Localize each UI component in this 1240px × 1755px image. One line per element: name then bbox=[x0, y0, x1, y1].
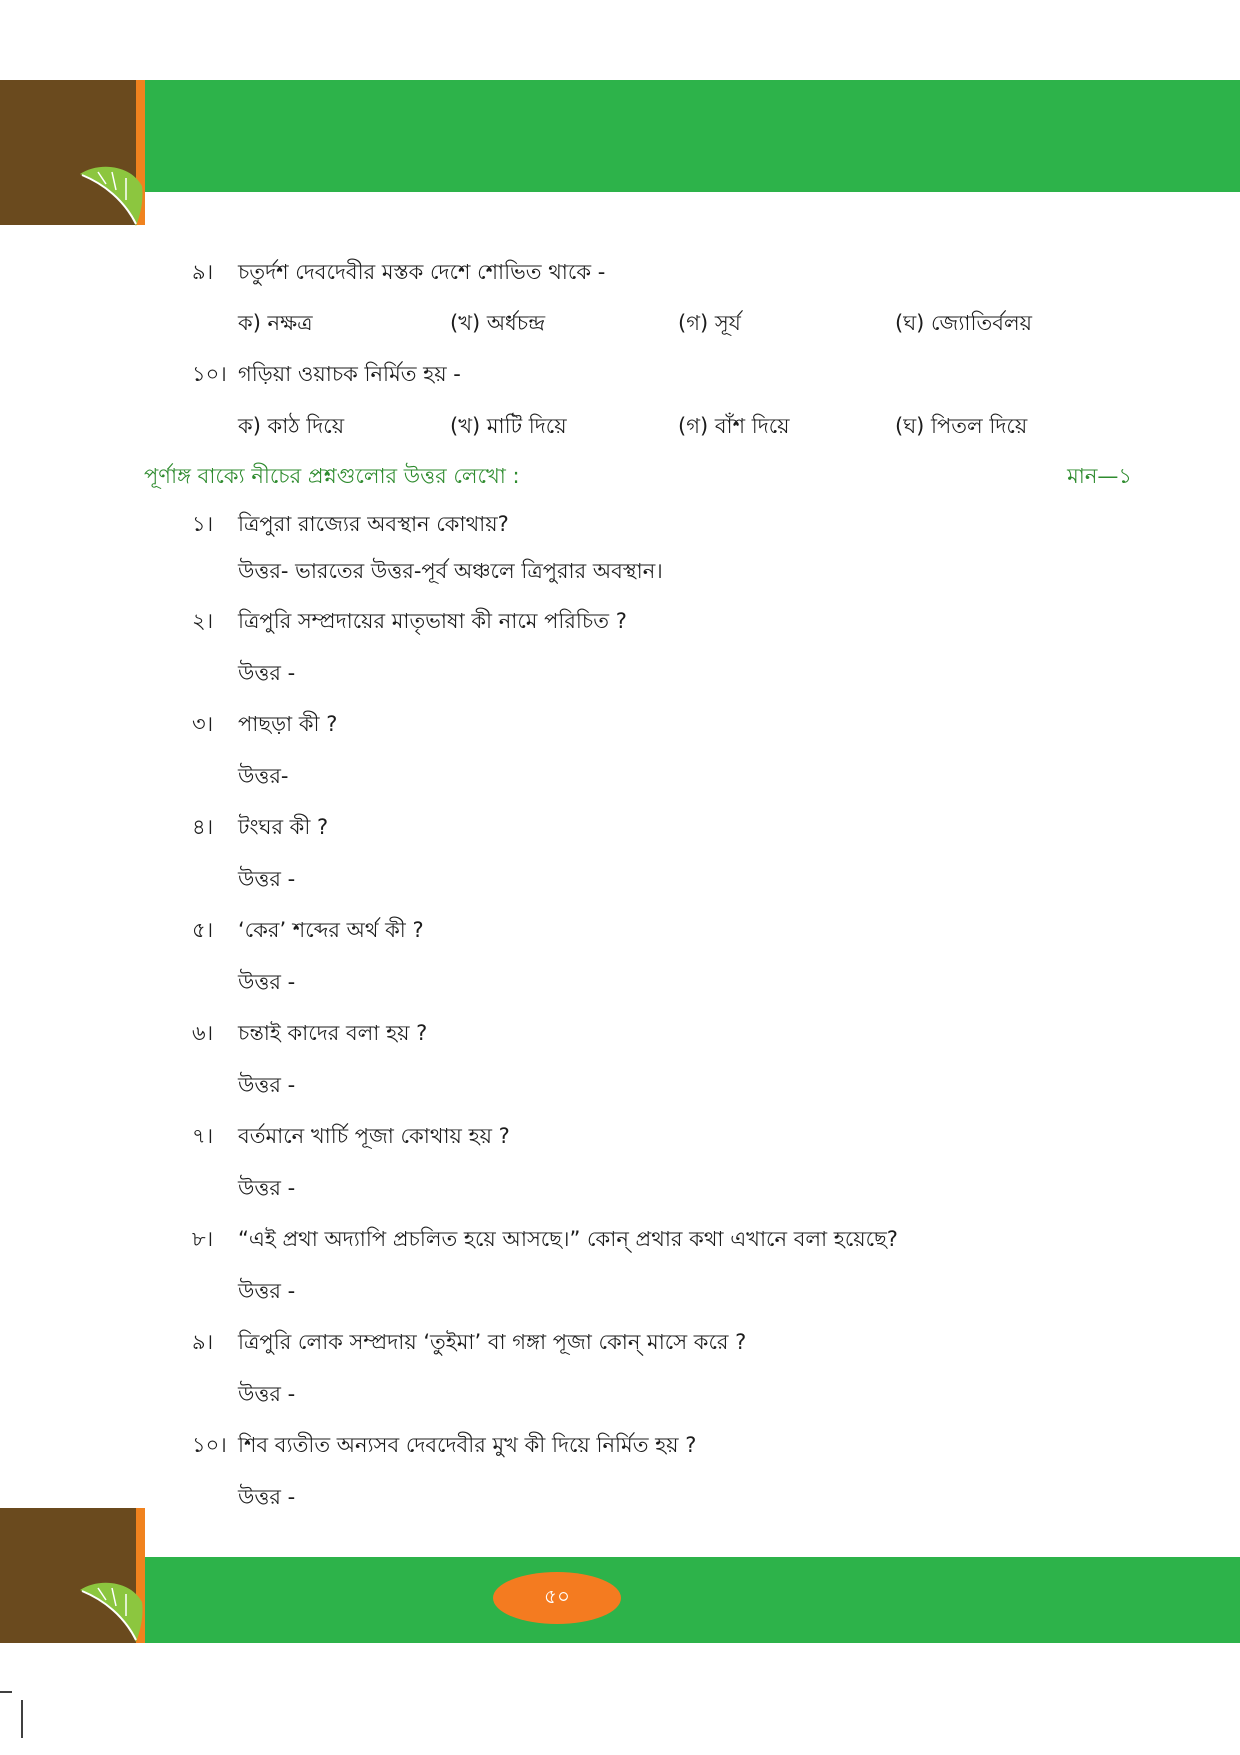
question-text: “এই প্রথা অদ্যাপি প্রচলিত হয়ে আসছে।” কোন্ প্রথার কথা এখানে বলা হয়েছে? bbox=[238, 1227, 898, 1251]
footer-green-band bbox=[145, 1557, 1240, 1643]
section-marks: মান—১ bbox=[1067, 464, 1132, 488]
answer-text: উত্তর - bbox=[238, 1382, 296, 1406]
answer-text: উত্তর- ভারতের উত্তর-পূর্ব অঞ্চলে ত্রিপুরার অবস্থান। bbox=[238, 559, 663, 583]
answer-text: উত্তর - bbox=[238, 661, 296, 685]
answer-text: উত্তর - bbox=[238, 867, 296, 891]
question-number: ৮। bbox=[192, 1227, 214, 1251]
answer-text: উত্তর - bbox=[238, 1485, 296, 1509]
option-kha: (খ) অর্ধচন্দ্র bbox=[450, 311, 546, 335]
question-text: চন্তাই কাদের বলা হয় ? bbox=[238, 1021, 428, 1045]
section-title: পূর্ণাঙ্গ বাক্যে নীচের প্রশ্নগুলোর উত্তর লেখো : bbox=[144, 464, 520, 488]
question-text: ‘কের’ শব্দের অর্থ কী ? bbox=[238, 918, 424, 942]
answer-text: উত্তর - bbox=[238, 1073, 296, 1097]
page-number: ৫০ bbox=[544, 1583, 570, 1608]
answer-text: উত্তর - bbox=[238, 1279, 296, 1303]
question-number: ১০। bbox=[192, 362, 227, 386]
question-number: ৫। bbox=[192, 918, 214, 942]
answer-text: উত্তর - bbox=[238, 1176, 296, 1200]
option-ga: (গ) সূর্য bbox=[678, 311, 741, 335]
header-leaf-icon bbox=[76, 160, 146, 228]
option-gha: (ঘ) পিতল দিয়ে bbox=[895, 414, 1028, 438]
question-number: ২। bbox=[192, 609, 214, 633]
question-number: ৪। bbox=[192, 815, 214, 839]
option-kha: (খ) মাটি দিয়ে bbox=[450, 414, 567, 438]
question-number: ৭। bbox=[192, 1124, 214, 1148]
question-number: ৬। bbox=[192, 1021, 214, 1045]
header-green-band bbox=[145, 80, 1240, 192]
question-number: ৩। bbox=[192, 712, 214, 736]
option-ka: ক) কাঠ দিয়ে bbox=[238, 414, 345, 438]
option-gha: (ঘ) জ্যোতির্বলয় bbox=[895, 311, 1032, 335]
question-text: পাছড়া কী ? bbox=[238, 712, 338, 736]
question-text: ত্রিপুরি সম্প্রদায়ের মাতৃভাষা কী নামে পরিচিত ? bbox=[238, 609, 627, 633]
question-text: টংঘর কী ? bbox=[238, 815, 329, 839]
question-number: ৯। bbox=[192, 1330, 214, 1354]
answer-text: উত্তর- bbox=[238, 764, 289, 788]
question-number: ১০। bbox=[192, 1433, 227, 1457]
option-ka: ক) নক্ষত্র bbox=[238, 311, 313, 335]
footer-leaf-icon bbox=[76, 1576, 146, 1644]
question-number: ১। bbox=[192, 512, 214, 536]
crop-mark-icon bbox=[0, 1690, 30, 1740]
question-text: গড়িয়া ওয়াচক নির্মিত হয় - bbox=[238, 362, 461, 386]
option-ga: (গ) বাঁশ দিয়ে bbox=[678, 414, 790, 438]
question-text: শিব ব্যতীত অন্যসব দেবদেবীর মুখ কী দিয়ে নির্মিত হয় ? bbox=[238, 1433, 697, 1457]
question-text: ত্রিপুরি লোক সম্প্রদায় ‘তুইমা’ বা গঙ্গা পূজা কোন্ মাসে করে ? bbox=[238, 1330, 747, 1354]
answer-text: উত্তর - bbox=[238, 970, 296, 994]
question-number: ৯। bbox=[192, 260, 214, 284]
page-number-badge bbox=[493, 1572, 621, 1624]
question-text: ত্রিপুরা রাজ্যের অবস্থান কোথায়? bbox=[238, 512, 509, 536]
question-text: চতুর্দশ দেবদেবীর মস্তক দেশে শোভিত থাকে - bbox=[238, 260, 606, 284]
question-text: বর্তমানে খার্চি পূজা কোথায় হয় ? bbox=[238, 1124, 510, 1148]
